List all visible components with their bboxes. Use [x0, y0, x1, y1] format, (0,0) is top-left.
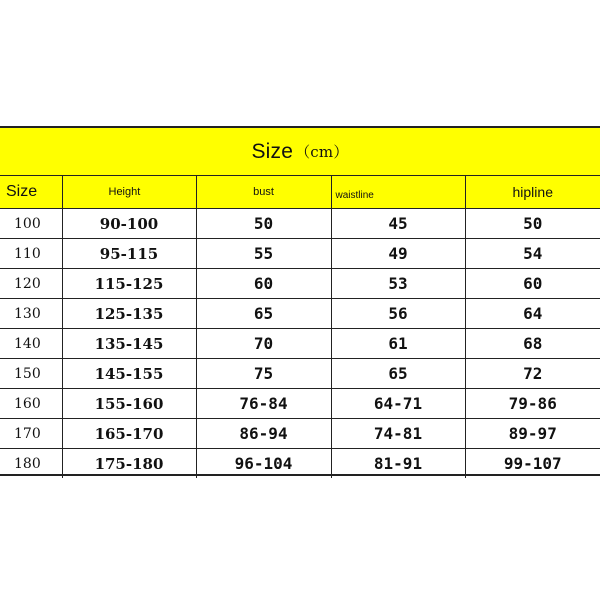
table-row	[0, 449, 600, 479]
height-cell: 145-155	[62, 359, 196, 389]
size-cell: 160	[0, 389, 62, 419]
size-cell: 140	[0, 329, 62, 359]
waistline-cell: 65	[331, 359, 465, 389]
table-row	[0, 299, 600, 329]
size-cell: 150	[0, 359, 62, 389]
waistline-cell: 61	[331, 329, 465, 359]
table-row	[0, 359, 600, 389]
bust-cell: 50	[196, 209, 331, 239]
hipline-cell: 68	[465, 329, 600, 359]
height-cell: 175-180	[62, 449, 196, 479]
table-row	[0, 239, 600, 269]
column-header-waistline: waistline	[331, 176, 465, 209]
title-text: Size	[251, 139, 294, 163]
bust-cell: 55	[196, 239, 331, 269]
bust-cell: 75	[196, 359, 331, 389]
waistline-cell: 81-91	[331, 449, 465, 479]
bust-cell: 86-94	[196, 419, 331, 449]
height-cell: 115-125	[62, 269, 196, 299]
hipline-cell: 64	[465, 299, 600, 329]
size-table	[0, 176, 600, 478]
size-cell: 130	[0, 299, 62, 329]
height-cell: 135-145	[62, 329, 196, 359]
size-chart-title	[0, 128, 600, 176]
hipline-cell: 60	[465, 269, 600, 299]
column-header-height: Height	[62, 176, 196, 209]
hipline-cell: 89-97	[465, 419, 600, 449]
hipline-cell: 50	[465, 209, 600, 239]
size-cell: 120	[0, 269, 62, 299]
waistline-cell: 64-71	[331, 389, 465, 419]
table-row	[0, 209, 600, 239]
column-header-hipline: hipline	[465, 176, 600, 209]
size-cell: 170	[0, 419, 62, 449]
bust-cell: 70	[196, 329, 331, 359]
height-cell: 165-170	[62, 419, 196, 449]
hipline-cell: 79-86	[465, 389, 600, 419]
table-body	[0, 209, 600, 479]
waistline-cell: 53	[331, 269, 465, 299]
height-cell: 95-115	[62, 239, 196, 269]
height-cell: 90-100	[62, 209, 196, 239]
height-cell: 125-135	[62, 299, 196, 329]
bust-cell: 65	[196, 299, 331, 329]
size-cell: 110	[0, 239, 62, 269]
hipline-cell: 54	[465, 239, 600, 269]
waistline-cell: 74-81	[331, 419, 465, 449]
bust-cell: 76-84	[196, 389, 331, 419]
title-unit: （cm）	[295, 143, 349, 161]
bust-cell: 60	[196, 269, 331, 299]
table-row	[0, 269, 600, 299]
waistline-cell: 49	[331, 239, 465, 269]
column-header-bust: bust	[196, 176, 331, 209]
bust-cell: 96-104	[196, 449, 331, 479]
waistline-cell: 56	[331, 299, 465, 329]
table-row	[0, 389, 600, 419]
table-row	[0, 329, 600, 359]
header-row	[0, 176, 600, 209]
size-cell: 180	[14, 455, 41, 472]
size-cell: 100	[0, 209, 62, 239]
hipline-cell: 72	[465, 359, 600, 389]
hipline-cell: 99-107	[465, 449, 600, 479]
height-cell: 155-160	[62, 389, 196, 419]
table-row	[0, 419, 600, 449]
size-chart	[0, 126, 600, 476]
column-header-size: Size	[0, 176, 62, 209]
waistline-cell: 45	[331, 209, 465, 239]
